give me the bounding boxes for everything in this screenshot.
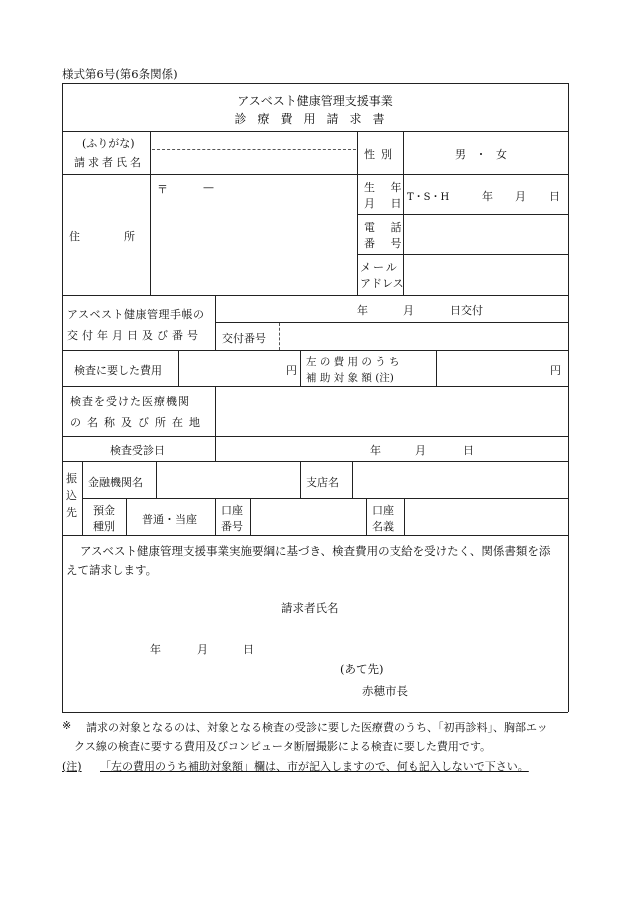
- statement-line-1: アスベスト健康管理支援事業実施要綱に基づき、検査費用の支給を受けたく、関係書類を添: [80, 544, 551, 558]
- exam-date-label: 検査受診日: [110, 444, 165, 457]
- notebook-number-field[interactable]: [282, 324, 566, 349]
- statement-line-2: えて請求します。: [66, 563, 158, 577]
- birth-label-1: 生 年: [364, 181, 408, 194]
- account-name-label-1: 口座: [372, 504, 394, 517]
- note-1-mark: ※: [62, 719, 72, 732]
- notebook-number-label: 交付番号: [222, 332, 266, 345]
- transfer-side-2: 込: [66, 489, 77, 502]
- account-number-label-1: 口座: [221, 504, 243, 517]
- notebook-label-2: 交付年月日及び番号: [67, 329, 202, 342]
- note-1-line-2: クス線の検査に要する費用及びコンピュータ断層撮影による検査に要した費用です。: [74, 740, 492, 753]
- subsidy-label-2: 補 助 対 象 額 (注): [306, 372, 394, 384]
- sex-options[interactable]: 男 ・ 女: [455, 148, 507, 161]
- name-field[interactable]: [152, 151, 356, 173]
- mail-label-1: メール: [360, 261, 399, 274]
- account-name-label-2: 名義: [372, 520, 394, 533]
- address-field[interactable]: [152, 195, 356, 293]
- phone-field[interactable]: [405, 216, 566, 253]
- header-subtitle: 診療費用請求書: [234, 112, 396, 126]
- institution-label-2: の名称及び所在地: [70, 416, 206, 429]
- transfer-side-3: 先: [66, 506, 77, 519]
- issue-day-unit: 日交付: [450, 304, 483, 317]
- branch-label: 支店名: [306, 476, 339, 489]
- postal-mark: 〒: [157, 183, 168, 196]
- cost-label: 検査に要した費用: [74, 364, 162, 377]
- exam-year-unit: 年: [370, 444, 381, 457]
- exam-day-unit: 日: [463, 444, 474, 457]
- header-title: アスベスト健康管理支援事業: [237, 94, 393, 108]
- sex-label: 性別: [364, 148, 398, 161]
- issue-year-unit: 年: [357, 304, 368, 317]
- deposit-label-1: 預金: [93, 504, 115, 517]
- birth-label-2: 月 日: [364, 197, 408, 210]
- form-id: 様式第6号(第6条関係): [62, 67, 178, 81]
- birth-era-options[interactable]: T・S・H: [407, 192, 450, 203]
- mail-field[interactable]: [405, 256, 566, 294]
- deposit-type-options[interactable]: 普通・当座: [142, 513, 197, 526]
- addressee-label: (あて先): [340, 662, 384, 676]
- note-2-mark: (注): [62, 760, 82, 773]
- deposit-label-2: 種別: [93, 520, 115, 533]
- account-number-field[interactable]: [252, 500, 365, 534]
- bank-field[interactable]: [158, 463, 299, 497]
- institution-field[interactable]: [217, 388, 566, 435]
- claim-day-unit: 日: [243, 643, 254, 656]
- birth-day-unit: 日: [549, 190, 560, 203]
- issue-month-unit: 月: [403, 304, 414, 317]
- bank-label: 金融機関名: [88, 476, 143, 489]
- note-2-text: 「左の費用のうち補助対象額」欄は、市が記入しますので、何も記入しないで下さい。: [100, 760, 529, 773]
- transfer-side-1: 振: [66, 472, 77, 485]
- birth-year-unit: 年: [482, 190, 493, 203]
- subsidy-yen-unit: 円: [550, 364, 561, 377]
- mayor-label: 赤穂市長: [362, 684, 408, 698]
- name-label: 請求者氏名: [74, 156, 144, 169]
- mail-label-2: アドレス: [360, 277, 404, 290]
- address-label: 住所: [69, 230, 179, 243]
- postal-dash: —: [203, 181, 214, 194]
- cost-field[interactable]: [180, 352, 280, 385]
- account-name-field[interactable]: [406, 500, 566, 534]
- notebook-label-1: アスベスト健康管理手帳の: [67, 308, 205, 321]
- subsidy-label-1: 左 の 費 用 の う ち: [306, 356, 400, 368]
- exam-month-unit: 月: [415, 444, 426, 457]
- furigana-label: (ふりがな): [82, 137, 135, 150]
- birth-month-unit: 月: [515, 190, 526, 203]
- branch-field[interactable]: [354, 463, 566, 497]
- note-1-line-1: 請求の対象となるのは、対象となる検査の受診に要した医療費のうち、「初再診料」、胸部エッ: [86, 721, 548, 734]
- phone-label-1: 電 話: [364, 221, 408, 234]
- furigana-field[interactable]: [152, 133, 356, 148]
- claim-year-unit: 年: [150, 643, 161, 656]
- institution-label-1: 検査を受けた医療機関: [70, 395, 190, 408]
- claim-month-unit: 月: [197, 643, 208, 656]
- account-number-label-2: 番号: [221, 520, 243, 533]
- cost-yen-unit: 円: [286, 364, 297, 377]
- phone-label-2: 番 号: [364, 237, 408, 250]
- claimant-label: 請求者氏名: [281, 601, 339, 615]
